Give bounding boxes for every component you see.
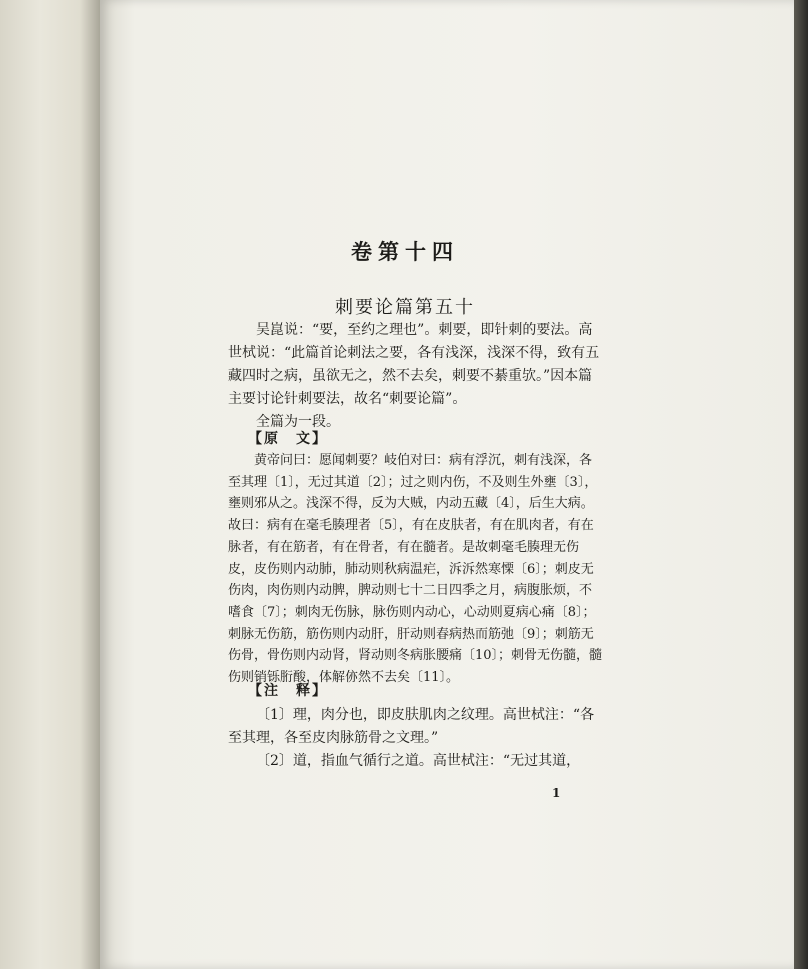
original-text-paragraph: 黄帝问曰：愿闻刺要？岐伯对曰：病有浮沉，刺有浅深，各至其理〔1〕，无过其道〔2〕；过之则内伤，不及则生外壅〔3〕，壅则邪从之。浅深不得，反为大贼，内动五藏〔4〕，后生大病。故曰：病有在毫毛腠理者〔5〕，有在皮肤者，有在肌肉者，有在脉者，有在筋者，有在骨者，有在髓者。是故刺毫毛腠理无伤皮，皮伤则内动肺，肺动则秋病温疟，泝泝然寒慄〔6〕；刺皮无伤肉，肉伤则内动脾，脾动则七十二日四季之月，病腹胀烦，不嗜食〔7〕；刺肉无伤脉，脉伤则内动心，心动则夏病心痛〔8〕；刺脉无伤筋，筋伤则内动肝，肝动则春病热而筋弛〔9〕；刺筋无伤骨，骨伤则内动肾，肾动则冬病胀腰痛〔10〕；刺骨无伤髓，髓伤则销铄胻酸，体解㑊然不去矣〔11〕。 xyxy=(228,453,603,686)
note-item: 〔2〕道，指血气循行之道。高世栻注：“无过其道， xyxy=(256,753,581,769)
chapter-title: 刺要论篇第五十 xyxy=(335,297,475,318)
original-text-section xyxy=(228,450,604,689)
original-text-heading: 【原 文】 xyxy=(248,431,328,447)
intro-section xyxy=(228,319,604,434)
intro-paragraph: 全篇为一段。 xyxy=(256,414,340,430)
volume-title: 卷第十四 xyxy=(351,240,459,264)
note-item: 〔1〕理，肉分也，即皮肤肌肉之纹理。高世栻注：“各至其理，各至皮肉脉筋骨之文理。” xyxy=(228,707,595,746)
notes-section xyxy=(228,704,604,773)
intro-paragraph: 吴崑说：“要，至约之理也”。刺要，即针刺的要法。高世栻说：“此篇首论刺法之要，各有浅深，浅深不得，致有五藏四时之病，虽欲无之，然不去矣，刺要不綦重欤。”因本篇主要讨论针刺要法，故名“刺要论篇”。 xyxy=(228,322,600,407)
left-page-edge xyxy=(0,0,100,969)
notes-heading: 【注 释】 xyxy=(248,683,328,699)
page-number: 1 xyxy=(552,786,561,800)
right-page-edge xyxy=(794,0,808,969)
